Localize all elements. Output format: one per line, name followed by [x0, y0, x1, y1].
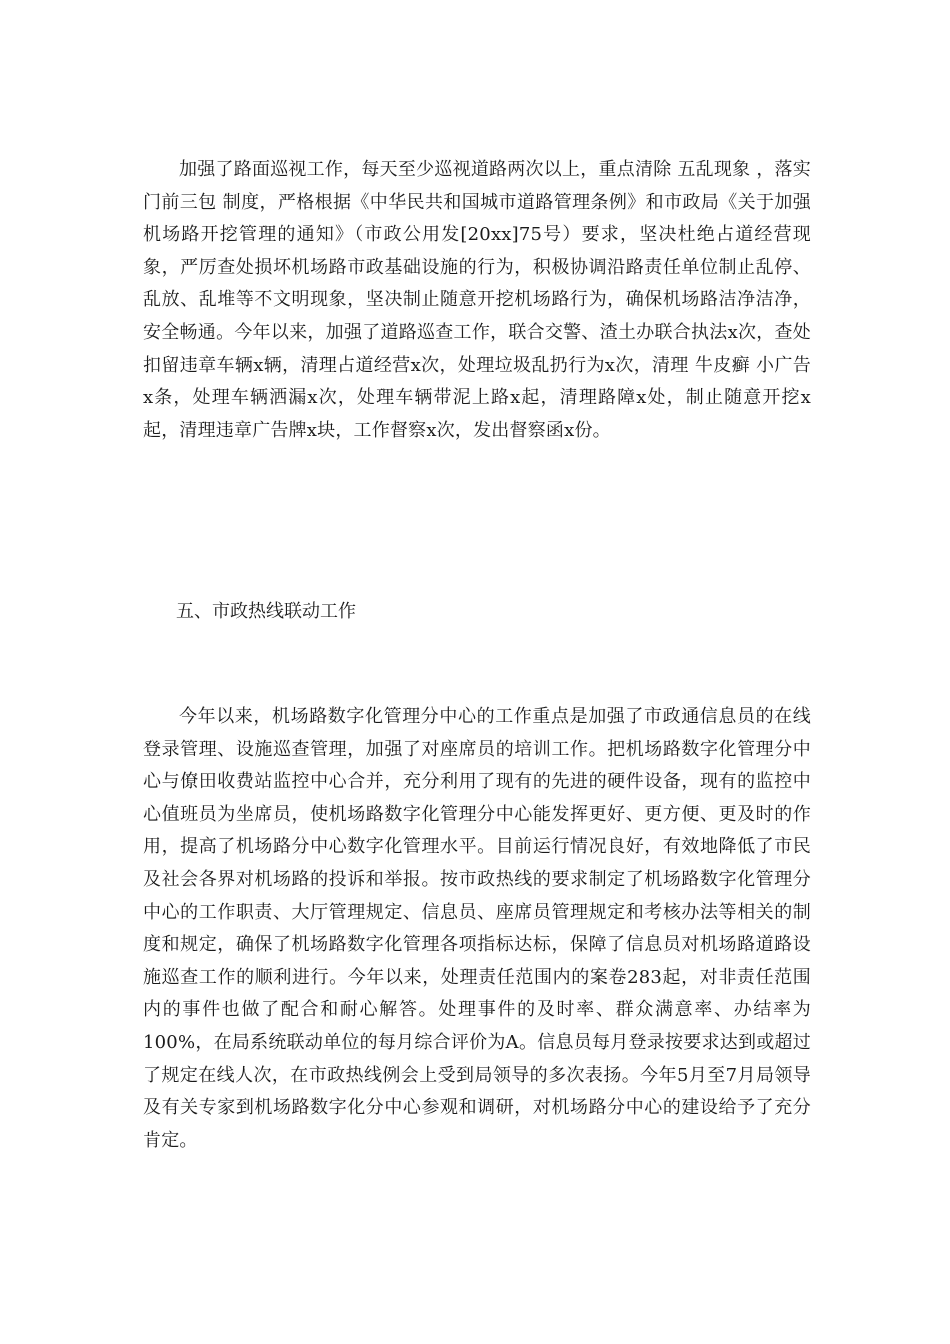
body-paragraph-road-patrol: 加强了路面巡视工作，每天至少巡视道路两次以上，重点清除 五乱现象 ，落实 门前三包 制度，严格根据《中华民共和国城市道路管理条例》和市政局《关于加强机场路开挖管理的通知》（市政公用发[20xx]75号）要求，坚决杜绝占道经营现象，严厉查处损坏机场路市政基础设施的行为，积极协调沿路责任单位制止乱停、乱放、乱堆等不文明现象，坚决制止随意开挖机场路行为，确保机场路洁净洁净，安全畅通。今年以来，加强了道路巡查工作，联合交警、渣土办联合执法x次，查处扣留违章车辆x辆，清理占道经营x次，处理垃圾乱扔行为x次，清理 牛皮癣 小广告x条，处理车辆洒漏x次，处理车辆带泥上路x起，清理路障x处，制止随意开挖x起，清理违章广告牌x块，工作督察x次，发出督察函x份。 — [143, 159, 811, 441]
body-paragraph-hotline: 今年以来，机场路数字化管理分中心的工作重点是加强了市政通信息员的在线登录管理、设施巡查管理，加强了对座席员的培训工作。把机场路数字化管理分中心与僚田收费站监控中心合并，充分利用了现有的先进的硬件设备，现有的监控中心值班员为坐席员，使机场路数字化管理分中心能发挥更好、更方便、更及时的作用，提高了机场路分中心数字化管理水平。目前运行情况良好，有效地降低了市民及社会各界对机场路的投诉和举报。按市政热线的要求制定了机场路数字化管理分中心的工作职责、大厅管理规定、信息员、座席员管理规定和考核办法等相关的制度和规定，确保了机场路数字化管理各项指标达标，保障了信息员对机场路道路设施巡查工作的顺利进行。今年以来，处理责任范围内的案卷283起，对非责任范围内的事件也做了配合和耐心解答。处理事件的及时率、群众满意率、办结率为100%，在局系统联动单位的每月综合评价为A。信息员每月登录按要求达到或超过了规定在线人次，在市政热线例会上受到局领导的多次表扬。今年5月至7月局领导及有关专家到机场路数字化分中心参观和调研，对机场路分中心的建设给予了充分肯定。 — [143, 706, 811, 1151]
section-heading: 五、市政热线联动工作 — [176, 601, 356, 622]
